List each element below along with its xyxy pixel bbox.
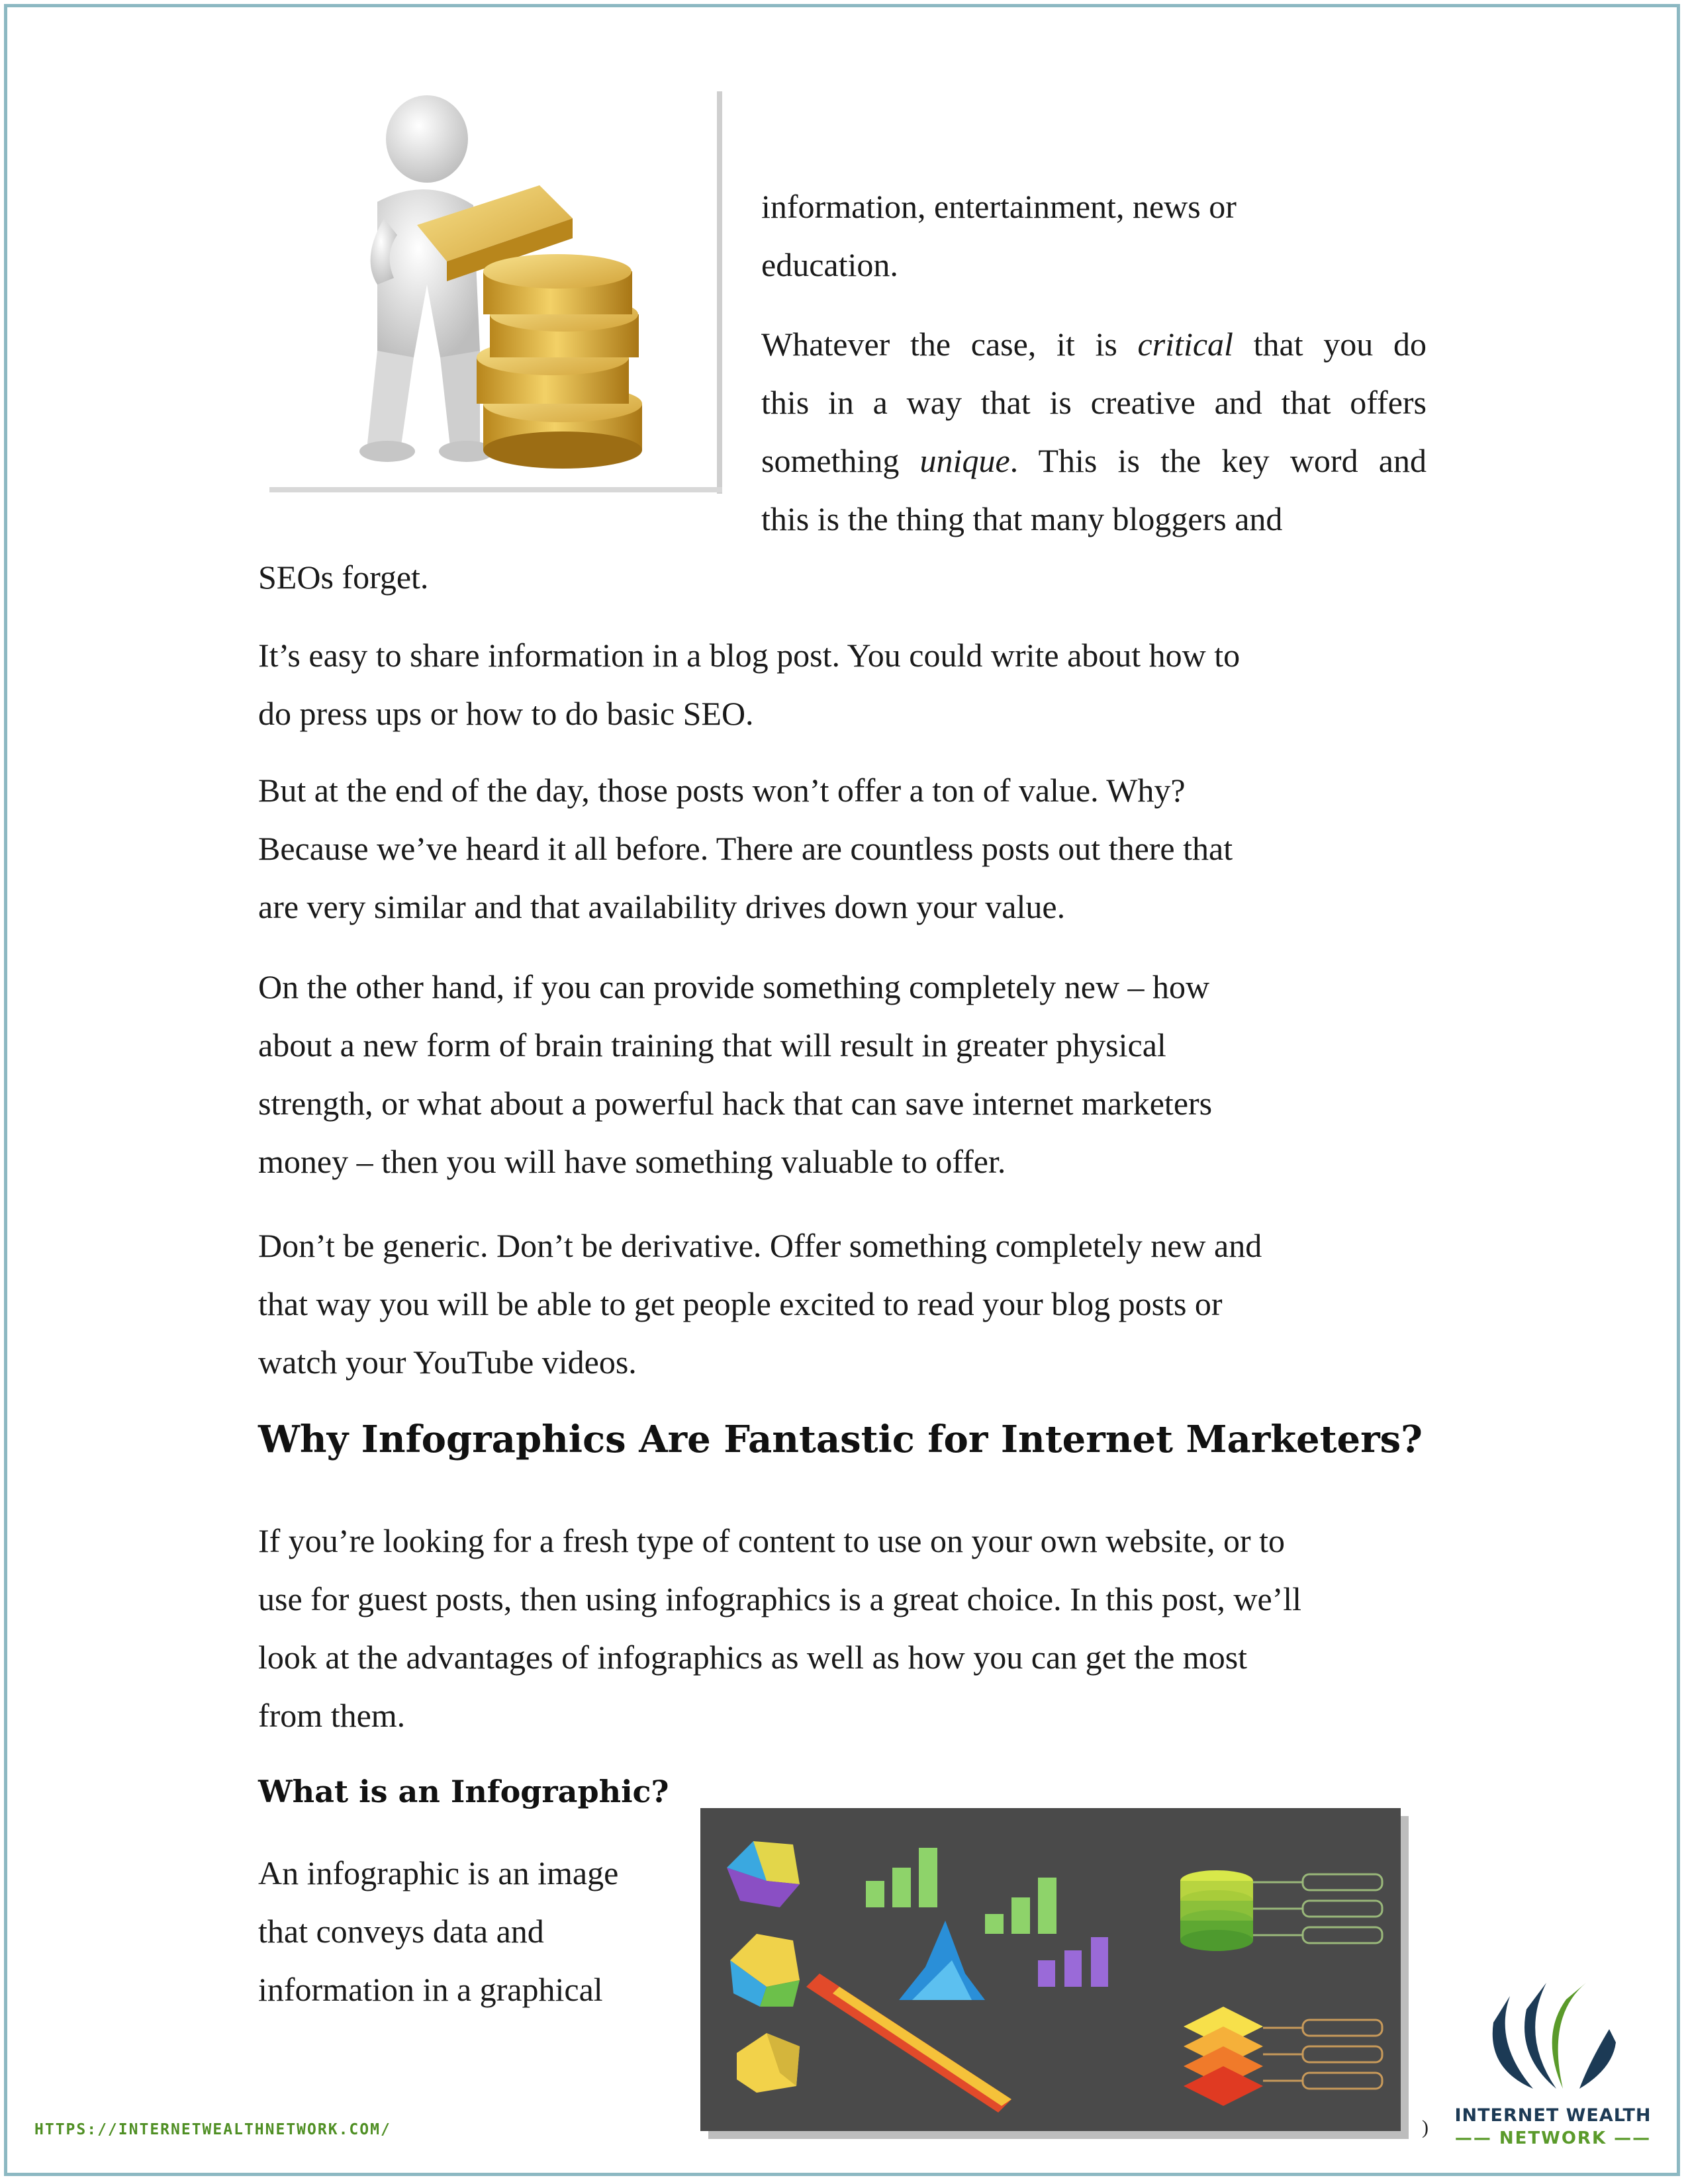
text-line: something unique. This is the key word and [761,442,1427,479]
logo-swoosh-icon [1447,1970,1659,2102]
text-line: But at the end of the day, those posts won’t offer a ton of value. Why? [258,772,1186,809]
text-line: about a new form of brain training that will result in greater physical [258,1026,1166,1064]
text-line: use for guest posts, then using infographics is a great choice. In this post, we’ll [258,1580,1302,1617]
text-line: look at the advantages of infographics as well as how you can get the most [258,1639,1248,1676]
paragraph-dont-be-generic [258,1216,1262,1391]
subsection-heading: What is an Infographic? [258,1774,669,1809]
emphasis-unique: unique [919,442,1010,479]
infographic-elements-icon [700,1808,1409,2139]
text-line: do press ups or how to do basic SEO. [258,695,754,732]
text-line: information, entertainment, news or [761,188,1237,225]
text-line: this in a way that is creative and that offers [761,384,1427,421]
text-line: Don’t be generic. Don’t be derivative. Offer something completely new and [258,1227,1262,1264]
person-stacking-gold-coins-icon [261,86,725,496]
text-line: money – then you will have something valuable to offer. [258,1143,1006,1180]
logo-text: INTERNET WEALTH [1454,2105,1652,2126]
text-line: It’s easy to share information in a blog post. You could write about how to [258,637,1241,674]
whatever-paragraph [761,315,1427,548]
paragraph-easy-to-share [258,626,1240,743]
text-line: Because we’ve heard it all before. There are countless posts out there that [258,830,1233,867]
logo-text-network: —— NETWORK —— [1454,2128,1652,2148]
text-line: SEOs forget. [258,559,429,596]
text-line: education. [761,246,898,283]
text-line: from them. [258,1697,406,1734]
text-line: On the other hand, if you can provide something completely new – how [258,968,1210,1005]
whatever-paragraph-tail [258,548,428,606]
footer-url: HTTPS://INTERNETWEALTHNETWORK.COM/ [34,2121,391,2138]
internet-wealth-network-logo [1447,1970,1659,2155]
text-line: Whatever the case, it is critical that you do [761,326,1427,363]
text-line: If you’re looking for a fresh type of content to use on your own website, or to [258,1522,1286,1559]
text-line: information in a graphical [258,1971,603,2008]
intro-right-column [761,177,1427,294]
text-line: that conveys data and [258,1913,544,1950]
text-line: watch your YouTube videos. [258,1343,637,1381]
text-line: An infographic is an image [258,1854,619,1891]
paragraph-other-hand [258,958,1212,1191]
paragraph-end-of-day [258,761,1233,936]
section-heading: Why Infographics Are Fantastic for Internet Marketers? [258,1418,1423,1461]
text-line: this is the thing that many bloggers and [761,500,1283,537]
paragraph-infographic-definition [258,1844,618,2019]
emphasis-critical: critical [1137,326,1233,363]
text-line: strength, or what about a powerful hack that can save internet marketers [258,1085,1213,1122]
text-line: that way you will be able to get people excited to read your blog posts or [258,1285,1223,1322]
text-line: are very similar and that availability drives down your value. [258,888,1066,925]
paragraph-fresh-content [258,1512,1301,1745]
page-mark: ) [1422,2116,1429,2138]
